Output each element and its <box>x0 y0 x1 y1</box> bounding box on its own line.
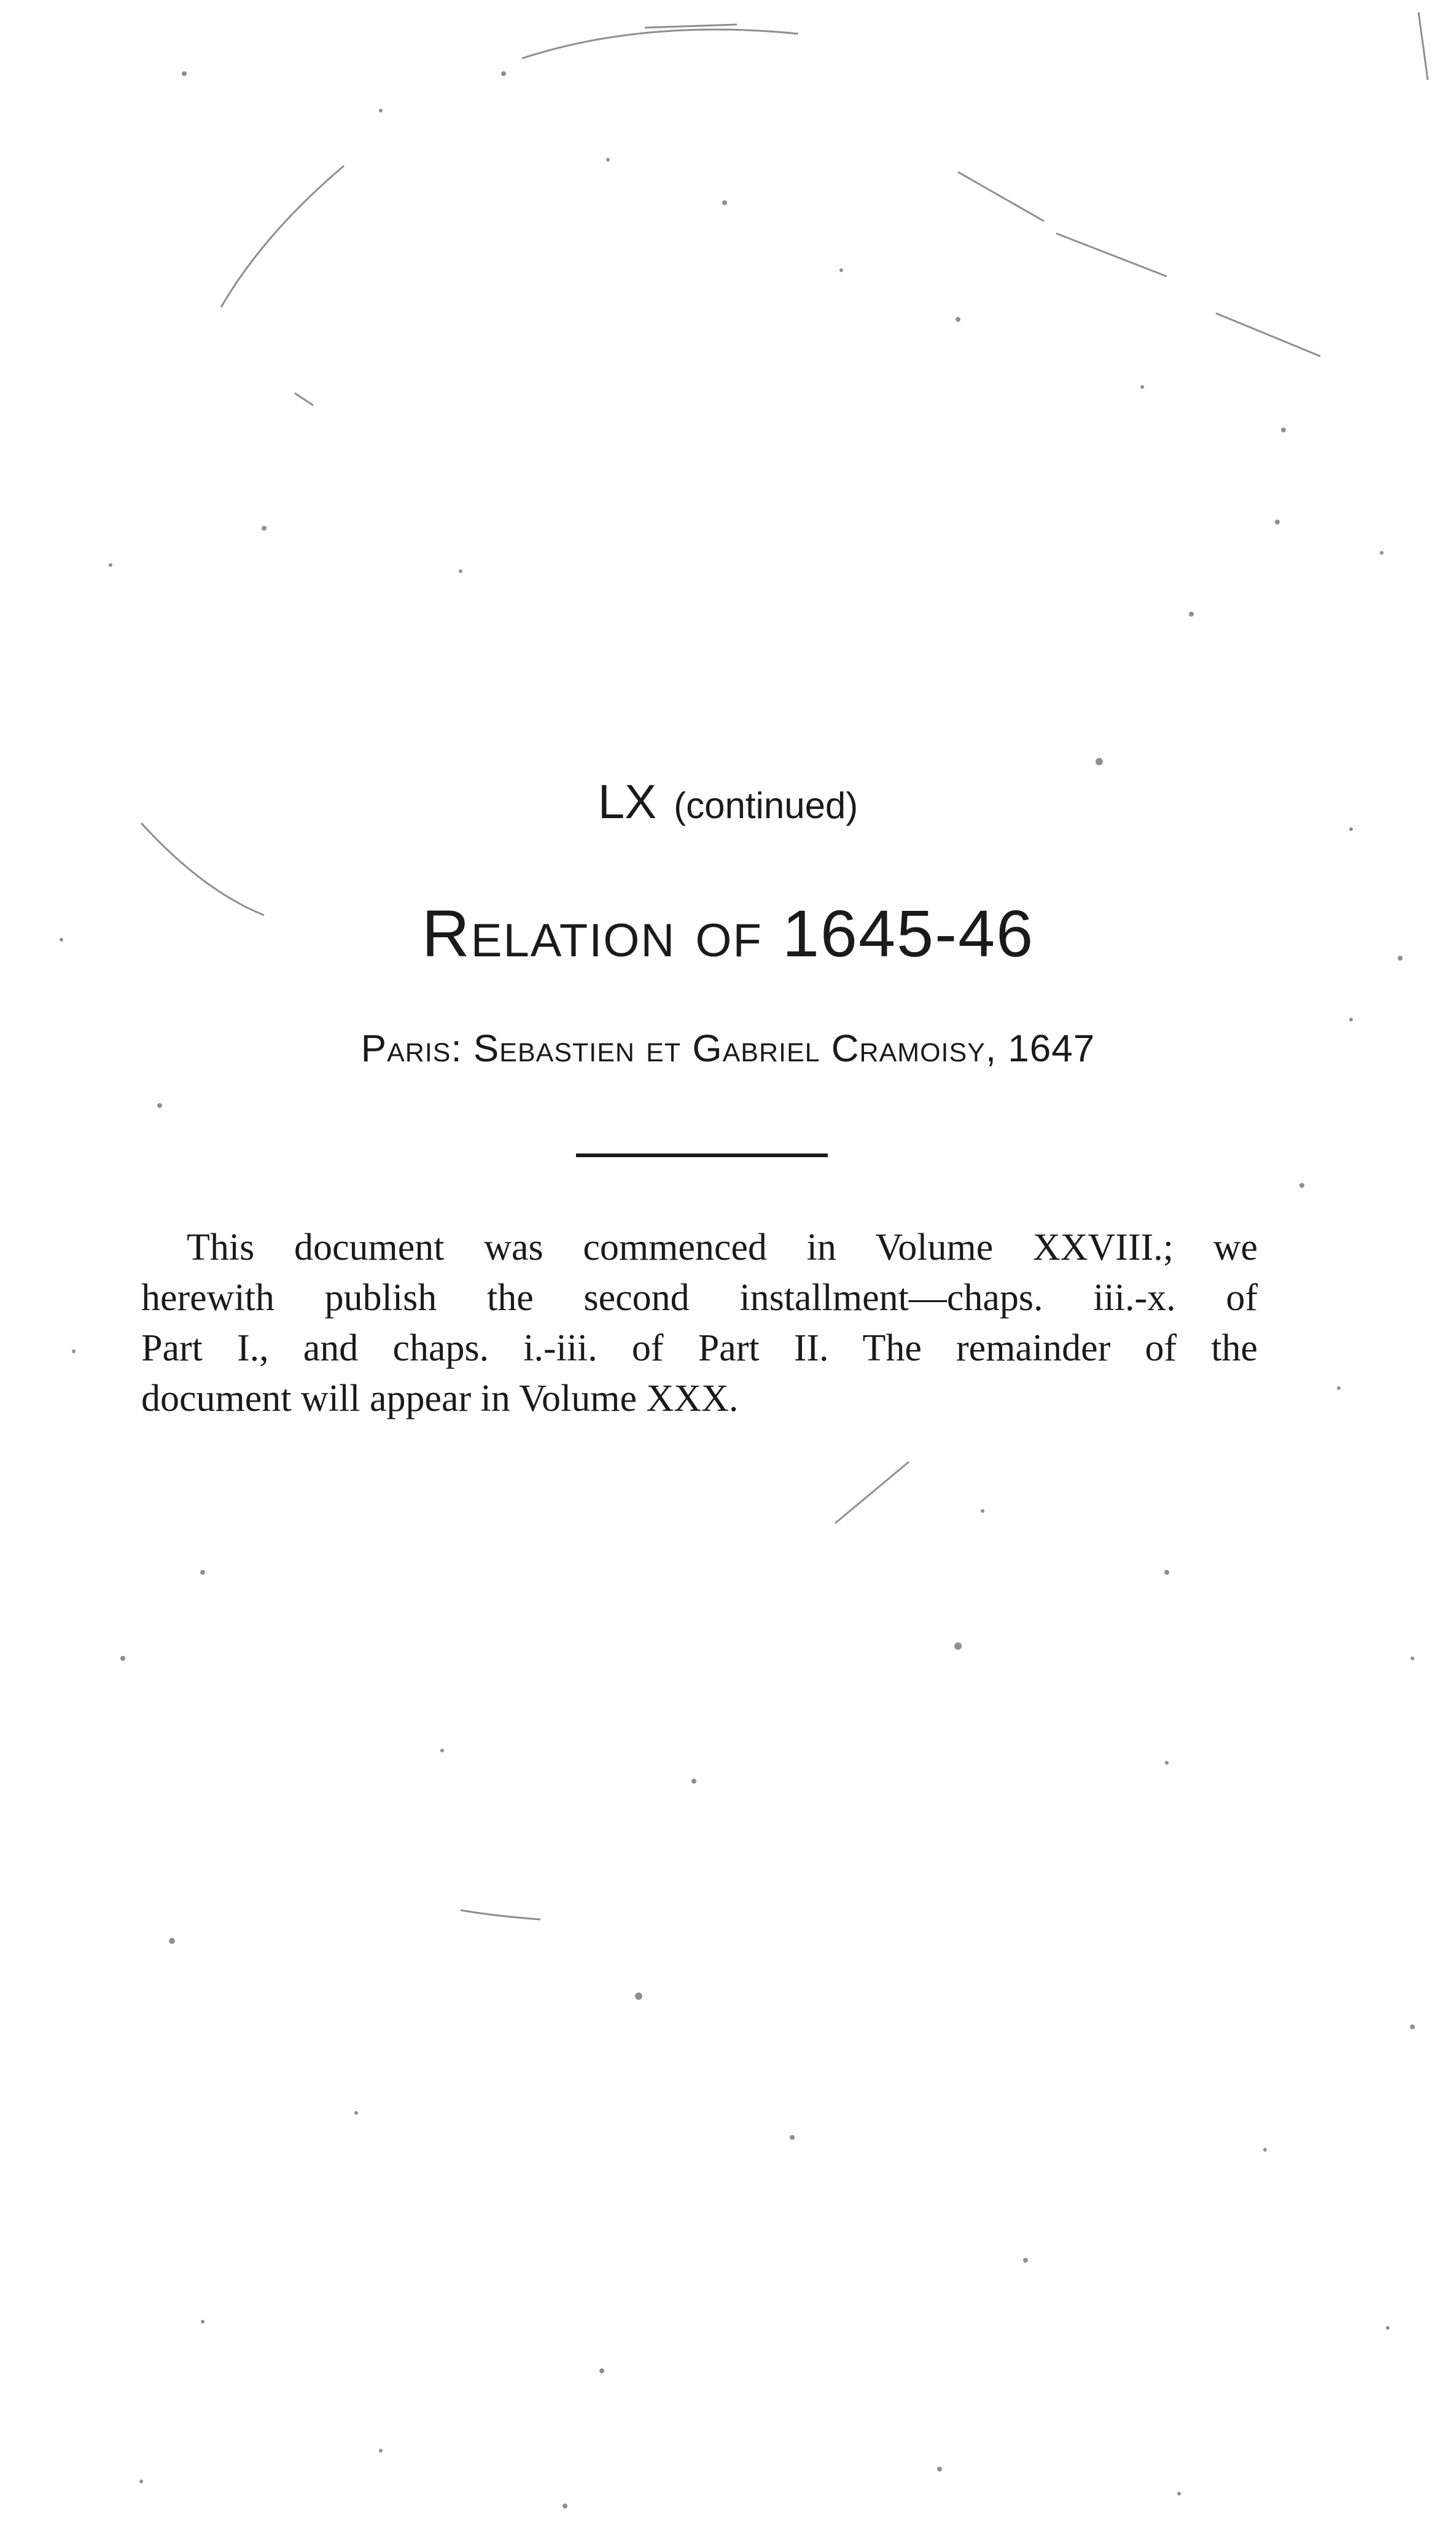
paragraph-line: Part I., and chaps. i.-iii. of Part II. The remainder of the <box>141 1327 1258 1369</box>
paragraph-line: This document was commenced in Volume XXVIII.; we <box>187 1227 1258 1268</box>
body-paragraph <box>141 1222 1258 1424</box>
publisher-imprint: Paris: Sebastien et Gabriel Cramoisy, 1647 <box>360 1028 1096 1070</box>
document-title: Relation of 1645-46 <box>421 896 1035 970</box>
document-number: LX <box>598 775 657 829</box>
paragraph-line: herewith publish the second installment—chaps. iii.-x. of <box>141 1277 1258 1319</box>
paragraph-line: document will appear in Volume XXX. <box>141 1378 739 1419</box>
section-divider <box>576 1153 828 1157</box>
continued-label: (continued) <box>674 785 858 826</box>
document-number-heading <box>0 771 1456 837</box>
